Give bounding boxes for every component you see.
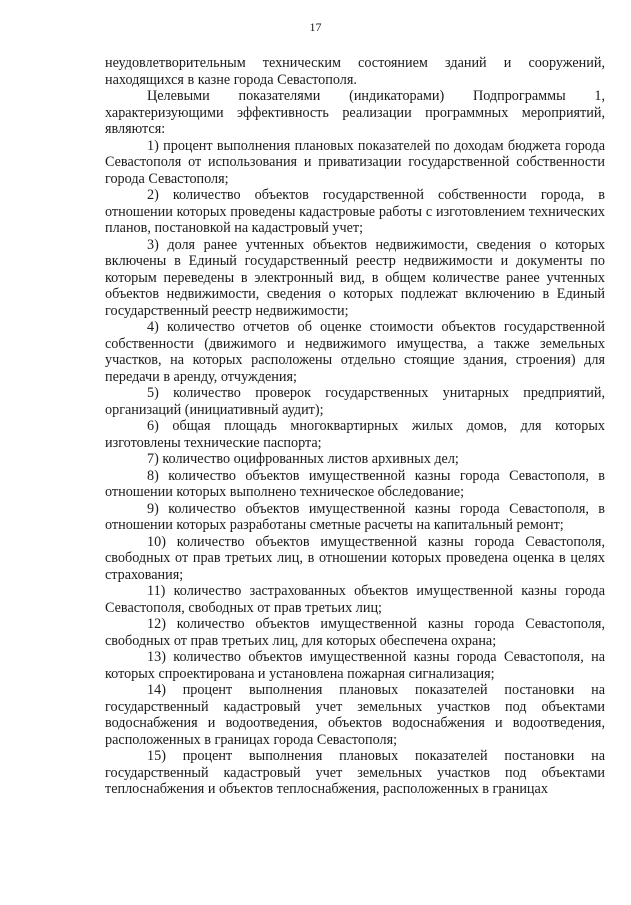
page-number: 17 [309,20,322,34]
list-item-14: 14) процент выполнения плановых показателей постановки на государственный кадастровый учет земельных участков под объектами водоснабжения и водоотведения, объектов водоснабжения и водоотведения, расположенных в границах города Севастополя; [105,682,605,748]
list-item-10: 10) количество объектов имущественной казны города Севастополя, свободных от прав третьих лиц, в отношении которых проведена оценка в целях страхования; [105,533,605,583]
list-item-15: 15) процент выполнения плановых показателей постановки на государственный кадастровый учет земельных участков под объектами теплоснабжения и объектов теплоснабжения, расположенных в границах [105,748,605,797]
list-item-5: 5) количество проверок государственных унитарных предприятий, организаций (инициативный аудит); [105,385,605,418]
list-item-9: 9) количество объектов имущественной казны города Севастополя, в отношении которых разработаны сметные расчеты на капитальный ремонт; [105,500,605,533]
list-item-4: 4) количество отчетов об оценке стоимости объектов государственной собственности (движимого и недвижимого имущества, а также земельных участков, на которых расположены отдельно стоящие здания, строения) для передачи в аренду, отчуждения; [105,319,605,385]
list-item-2: 2) количество объектов государственной собственности города, в отношении которых проведены кадастровые работы с изготовлением технических планов, постановкой на кадастровый учет; [105,187,605,236]
paragraph-intro: Целевыми показателями (индикаторами) Подпрограммы 1, характеризующими эффективность реализации программных мероприятий, являются: [105,88,605,137]
paragraph-continuation: неудовлетворительным техническим состоянием зданий и сооружений, находящихся в казне города Севастополя. [105,55,605,88]
list-item-13: 13) количество объектов имущественной казны города Севастополя, на которых спроектирована и установлена пожарная сигнализация; [105,649,605,682]
list-item-11: 11) количество застрахованных объектов имущественной казны города Севастополя, свободных от прав третьих лиц; [105,583,605,616]
list-item-12: 12) количество объектов имущественной казны города Севастополя, свободных от прав третьих лиц, для которых обеспечена охрана; [105,616,605,649]
body-text [105,55,605,798]
list-item-1: 1) процент выполнения плановых показателей по доходам бюджета города Севастополя от использования и приватизации государственной собственности города Севастополя; [105,137,605,187]
list-item-3: 3) доля ранее учтенных объектов недвижимости, сведения о которых включены в Единый государственный реестр недвижимости и документы по которым переведены в электронный вид, в общем количестве ранее учтенных объектов недвижимости, сведения о которых подлежат включению в Единый государственный реестр недвижимости; [105,236,605,319]
list-item-6: 6) общая площадь многоквартирных жилых домов, для которых изготовлены технические паспорта; [105,418,605,451]
list-item-7: 7) количество оцифрованных листов архивных дел; [147,451,459,467]
list-item-8: 8) количество объектов имущественной казны города Севастополя, в отношении которых выполнено техническое обследование; [105,467,605,500]
